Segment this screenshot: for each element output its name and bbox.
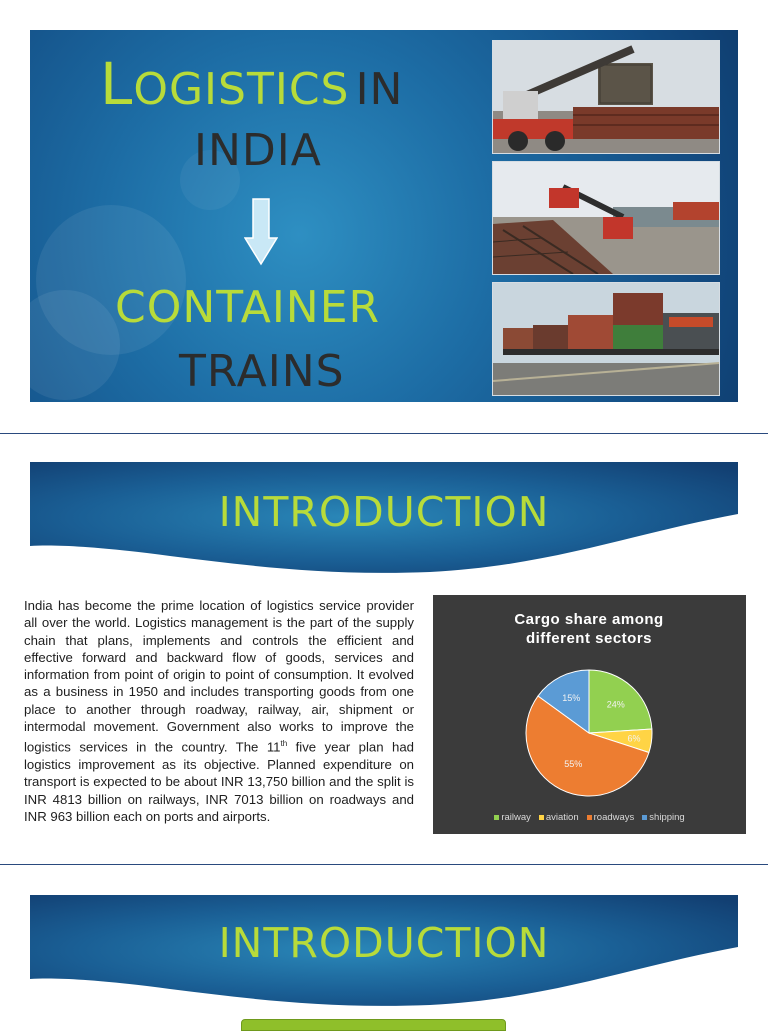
- legend-swatch: [642, 815, 647, 820]
- cargo-share-chart: [433, 595, 746, 834]
- data-label-shipping: 15%: [562, 693, 581, 704]
- paragraph-text-continued: five year plan had logistics improvement as its objective. Planned expenditure on transport is expected to be about INR 13,750 billion and the split is INR 4813 billion on railways, INR 7013 billion on roadways and INR 963 billion each on ports and airports.: [24, 739, 414, 824]
- legend-item-roadways: [587, 812, 635, 823]
- legend-swatch: [494, 815, 499, 820]
- introduction-banner-2: [30, 895, 738, 1007]
- rail-yard-photo: [492, 161, 720, 275]
- slide-separator: [0, 864, 768, 865]
- legend-swatch: [539, 815, 544, 820]
- legend-item-aviation: [539, 812, 579, 823]
- title-in: IN: [355, 64, 404, 115]
- container-train-photo: [492, 282, 720, 396]
- down-arrow-icon: [244, 198, 278, 266]
- title-slide: [30, 30, 738, 402]
- pie-chart: [433, 595, 746, 834]
- data-label-railway: 24%: [606, 699, 625, 710]
- slide-separator: [0, 433, 768, 434]
- slide-title: INTRODUCTION: [218, 919, 550, 967]
- legend-item-shipping: [642, 812, 684, 823]
- title-logistics: OGISTICS: [133, 64, 350, 115]
- legend-label: shipping: [649, 812, 685, 823]
- superscript-th: th: [280, 739, 288, 749]
- title-india: INDIA: [194, 125, 322, 176]
- chart-title: Cargo share among different sectors: [514, 611, 664, 647]
- data-label-aviation: 6%: [627, 733, 641, 744]
- introduction-paragraph: [24, 597, 414, 825]
- paragraph-text: India has become the prime location of logistics service provider all over the world. Logistics management is the part of the supply chain that plans, implements and controls the efficient and effective forward and backward flow of goods, services and information from point of origin to point of consumption. It evolved as a business in 1950 and includes transporting goods from one place to another through roadway, railway, air, shipment or intermodal movement. Government also works to improve the logistics services in the country. The 11: [24, 598, 414, 755]
- title-container: CONTAINER: [115, 282, 381, 333]
- title-initial: L: [100, 50, 134, 118]
- legend-label: aviation: [545, 812, 579, 823]
- slide-title-line1: [100, 52, 403, 131]
- chart-legend: [433, 812, 746, 823]
- data-label-roadways: 55%: [564, 758, 583, 769]
- legend-item-railway: [494, 812, 531, 823]
- introduction-banner: [30, 462, 738, 574]
- container-crane-photo: [492, 40, 720, 154]
- green-content-box: [241, 1019, 506, 1031]
- legend-label: roadways: [593, 812, 635, 823]
- slide-title: INTRODUCTION: [218, 488, 550, 536]
- legend-label: railway: [501, 812, 531, 823]
- title-trains: TRAINS: [179, 346, 345, 397]
- legend-swatch: [587, 815, 592, 820]
